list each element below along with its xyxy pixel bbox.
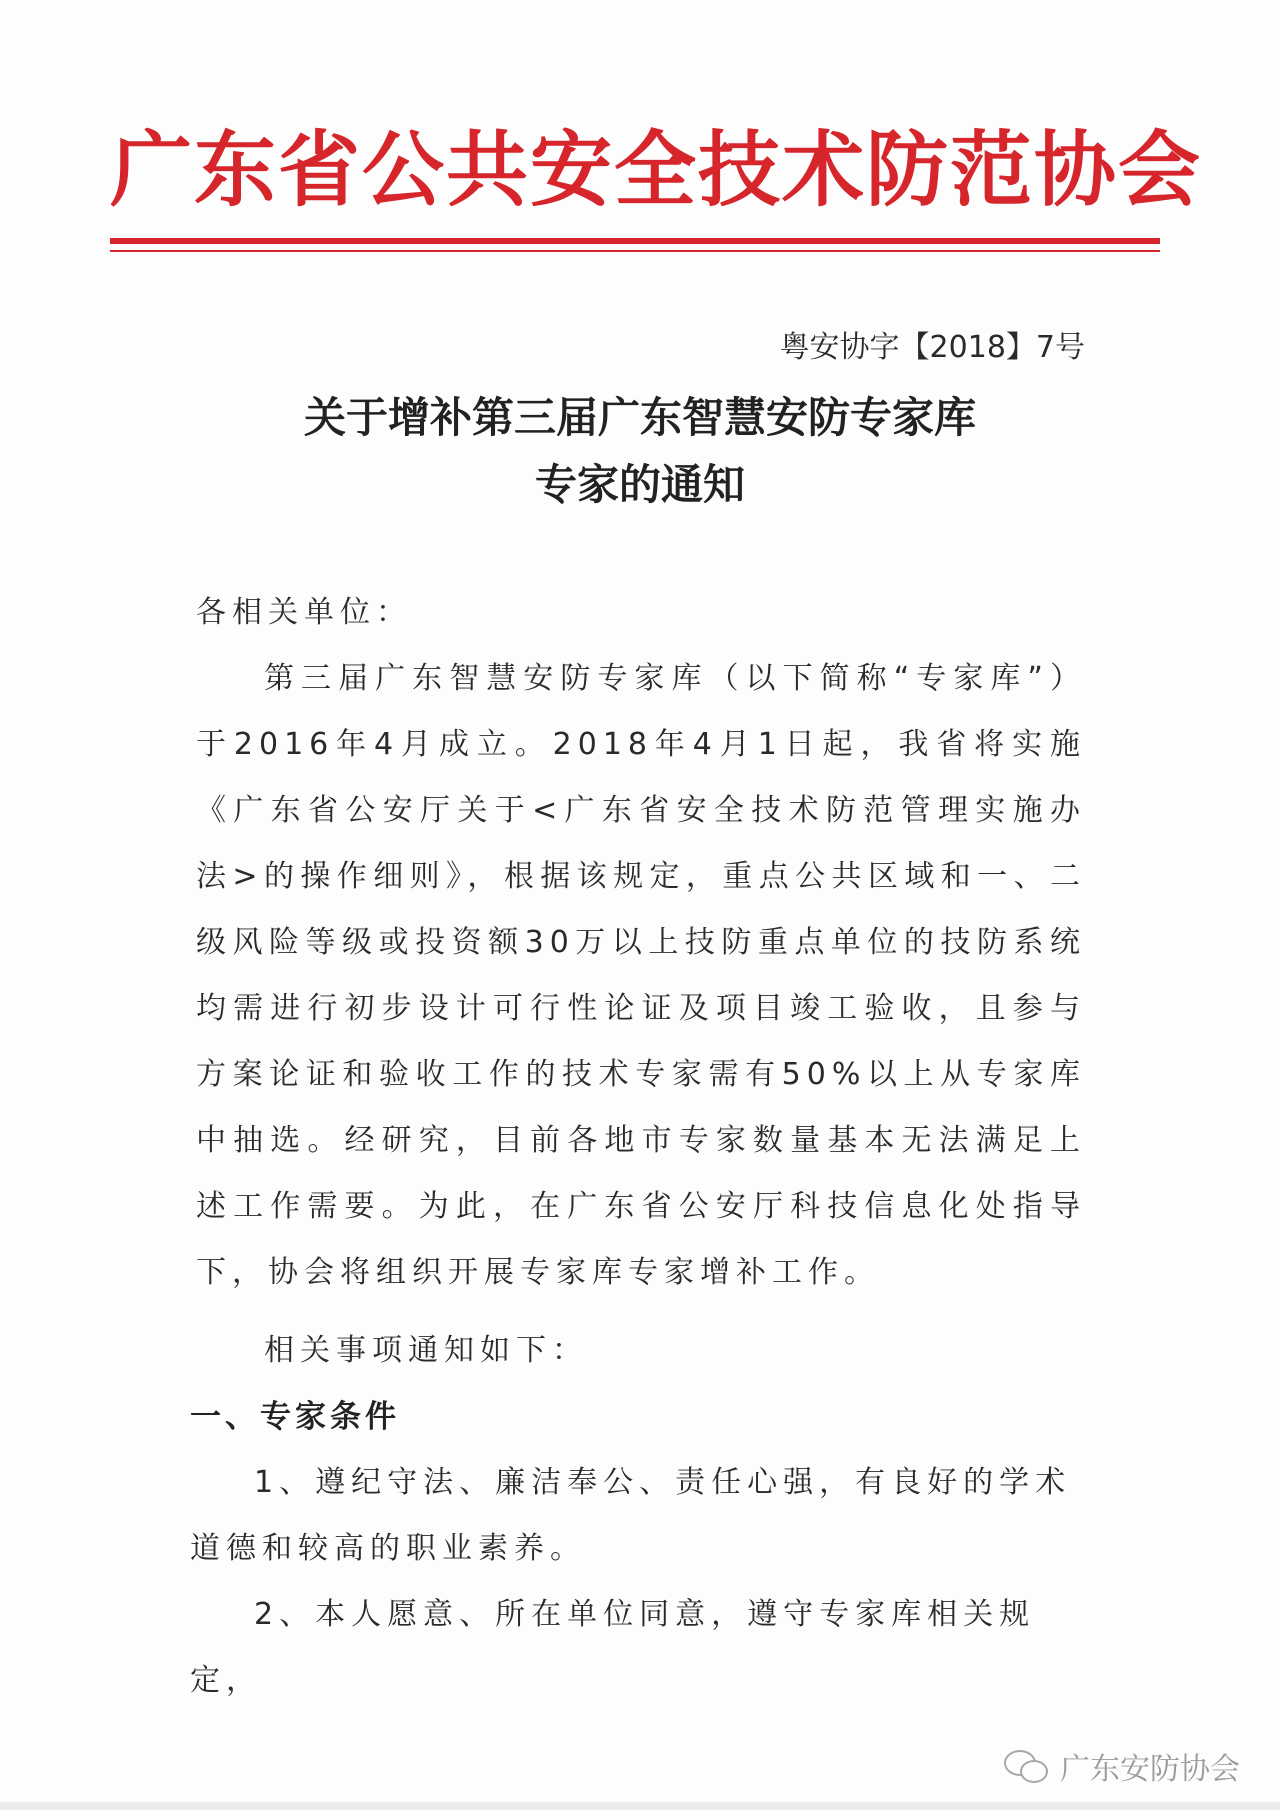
- document-title-line1: 关于增补第三届广东智慧安防专家库: [303, 393, 976, 442]
- condition-item-2: 2、本人愿意、所在单位同意，遵守专家库相关规定，: [190, 1597, 1036, 1698]
- source-watermark: [1004, 1744, 1240, 1788]
- letterhead-title: 广东省公共安全技术防范协会: [110, 122, 1203, 218]
- wechat-icon: [1004, 1748, 1050, 1784]
- section-heading-expert-conditions: 一、专家条件: [190, 1399, 400, 1435]
- body-paragraph-2: 相关事项通知如下：: [264, 1333, 588, 1368]
- scan-bottom-edge: [0, 1802, 1280, 1810]
- watermark-text: 广东安防协会: [1060, 1752, 1240, 1787]
- document-number: 粤安协字【2018】7号: [779, 330, 1085, 365]
- document-title-line2: 专家的通知: [534, 460, 745, 509]
- salutation: 各相关单位：: [196, 595, 412, 630]
- condition-item-1: 1、遵纪守法、廉洁奉公、责任心强，有良好的学术道德和较高的职业素养。: [190, 1465, 1072, 1566]
- body-paragraph-1: 第三届广东智慧安防专家库（以下简称“专家库”）于2016年4月成立。2018年4月1日起，我省将实施《广东省公安厅关于<广东省安全技术防范管理实施办法>的操作细则》，根据该规定，重点公共区域和一、二级风险等级或投资额30万以上技防重点单位的技防系统均需进行初步设计可行性论证及项目竣工验收，且参与方案论证和验收工作的技术专家需有50%以上从专家库中抽选。经研究，目前各地市专家数量基本无法满足上述工作需要。为此，在广东省公安厅科技信息化处指导下，协会将组织开展专家库专家增补工作。: [196, 661, 1086, 1290]
- letterhead-rule-thick: [110, 238, 1160, 244]
- letterhead-rule-thin: [110, 250, 1160, 252]
